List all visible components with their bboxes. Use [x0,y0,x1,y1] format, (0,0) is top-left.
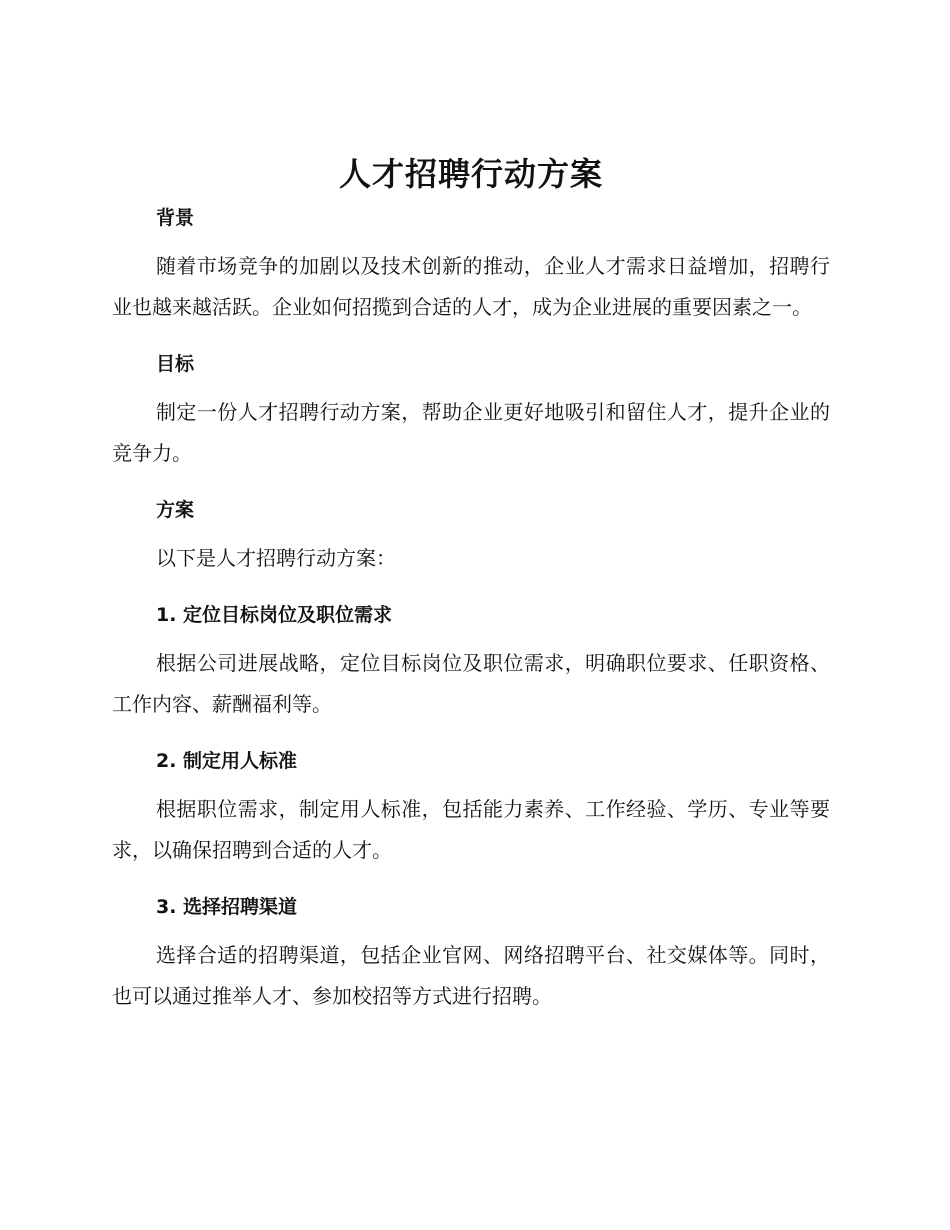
section-heading-step-2: 2. 制定用人标准 [156,750,298,772]
section-body-step-1: 根据公司进展战略，定位目标岗位及职位需求，明确职位要求、任职资格、工作内容、薪酬福利等。 [112,651,830,716]
section-body-background: 随着市场竞争的加剧以及技术创新的推动，企业人才需求日益增加，招聘行业也越来越活跃。企业如何招揽到合适的人才，成为企业进展的重要因素之一。 [112,254,830,319]
section-heading-step-1: 1. 定位目标岗位及职位需求 [156,604,393,626]
section-body-step-2: 根据职位需求，制定用人标准，包括能力素养、工作经验、学历、专业等要求，以确保招聘到合适的人才。 [112,797,830,862]
section-heading-background: 背景 [156,207,195,229]
section-heading-step-3: 3. 选择招聘渠道 [156,896,298,918]
document-title: 人才招聘行动方案 [338,155,603,193]
section-body-plan: 以下是人才招聘行动方案： [156,546,396,570]
document-page [112,148,830,1017]
section-heading-plan: 方案 [156,499,195,521]
section-body-goal: 制定一份人才招聘行动方案，帮助企业更好地吸引和留住人才，提升企业的竞争力。 [112,400,830,465]
section-body-step-3: 选择合适的招聘渠道，包括企业官网、网络招聘平台、社交媒体等。同时，也可以通过推举人才、参加校招等方式进行招聘。 [112,943,830,1008]
section-heading-goal: 目标 [156,353,195,375]
